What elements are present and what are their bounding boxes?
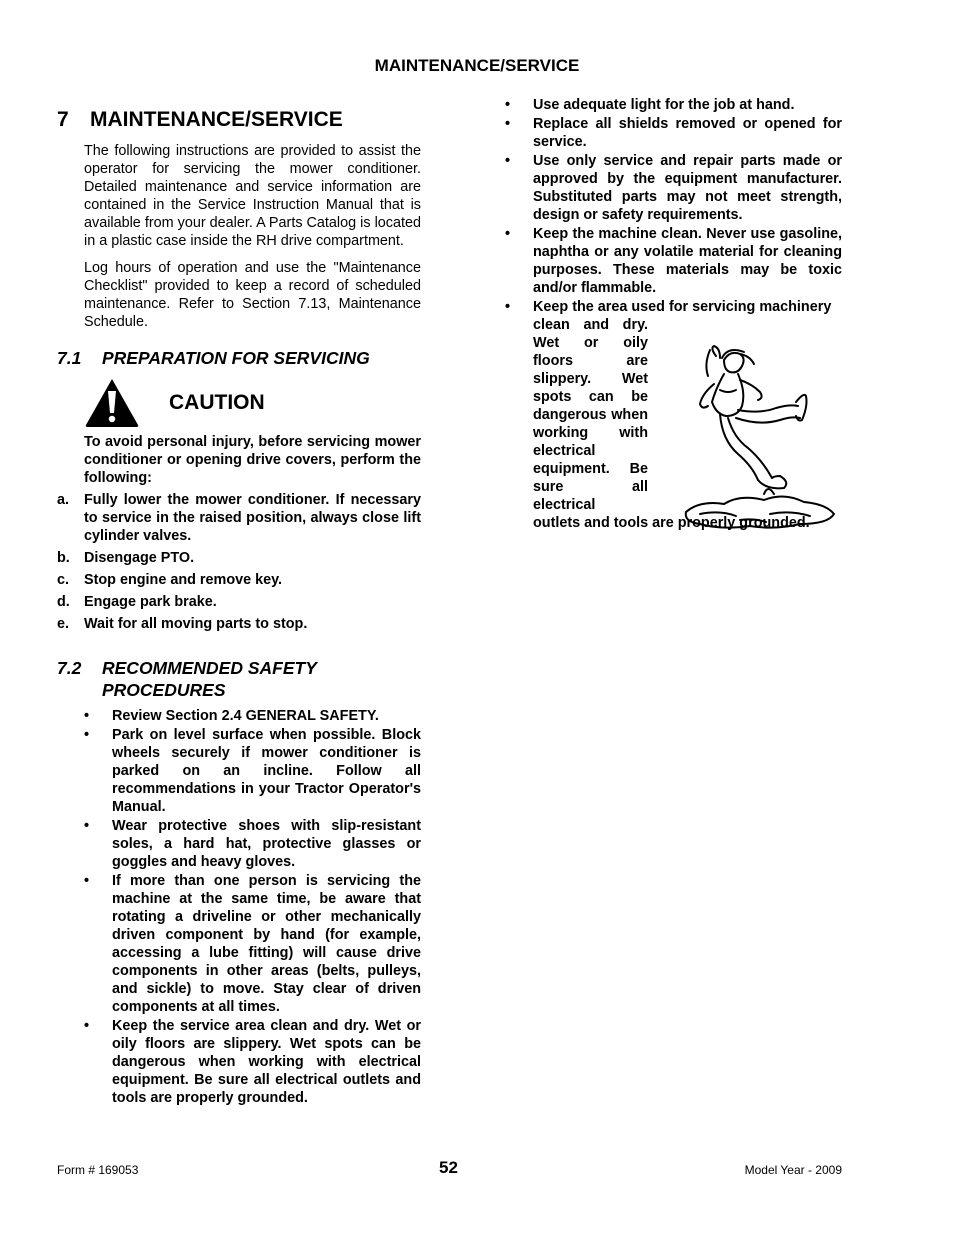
step-item [57, 491, 421, 545]
list-item-text: Keep the service area clean and dry. Wet or oily floors are slippery. Wet spots can be dangerous when working with electrical equipment. Be sure all electrical outlets and tools are properly grounded. [112, 1018, 421, 1106]
step-text: Engage park brake. [84, 594, 217, 610]
section-title: MAINTENANCE/SERVICE [90, 108, 343, 131]
list-item [84, 726, 421, 816]
list-item [505, 115, 842, 151]
step-text: Fully lower the mower conditioner. If necessary to service in the raised position, always close lift cylinder valves. [84, 492, 421, 544]
bullet-icon: • [84, 708, 90, 724]
step-item [57, 549, 421, 567]
section-title: RECOMMENDED SAFETY PROCEDURES [102, 658, 317, 700]
list-item-text: Replace all shields removed or opened for service. [533, 116, 842, 150]
step-label: e. [57, 616, 70, 632]
caution-label: CAUTION [169, 391, 265, 414]
list-item-line: Keep the area used for servicing machinery [533, 299, 832, 315]
section-7-heading [57, 108, 421, 132]
list-item [84, 817, 421, 871]
bullet-icon: • [505, 153, 511, 169]
page-number: 52 [439, 1158, 458, 1177]
step-text: Stop engine and remove key. [84, 572, 283, 588]
section-number: 7 [57, 108, 69, 131]
bullet-icon: • [505, 226, 511, 242]
bullet-icon: • [505, 116, 511, 132]
left-column [57, 108, 421, 1108]
caution-block [57, 377, 421, 429]
step-label: a. [57, 492, 70, 508]
step-text: Wait for all moving parts to stop. [84, 616, 308, 632]
bullet-icon: • [505, 97, 511, 113]
section-number: 7.1 [57, 348, 82, 368]
step-label: d. [57, 594, 70, 610]
list-item [505, 152, 842, 224]
list-item [84, 1017, 421, 1107]
list-item [505, 225, 842, 297]
bullet-icon: • [84, 818, 90, 834]
step-item [57, 615, 421, 633]
step-text: Disengage PTO. [84, 550, 195, 566]
bullet-icon: • [84, 1018, 90, 1034]
list-item-text: Use only service and repair parts made or approved by the equipment manufacturer. Substituted parts may not meet strength, design or safety requirements. [533, 153, 842, 223]
preparation-steps [57, 491, 421, 633]
list-item-text: Keep the machine clean. Never use gasoline, naphtha or any volatile material for cleaning purposes. These materials may be toxic and/or flammable. [533, 226, 842, 296]
list-item-end-text: outlets and tools are properly grounded. [533, 515, 810, 531]
slipping-man-illustration [680, 344, 840, 534]
list-item-text: Use adequate light for the job at hand. [533, 97, 795, 113]
safety-procedures-list [84, 707, 421, 1107]
list-item-text: Park on level surface when possible. Block wheels securely if mower conditioner is parked on an incline. Follow all recommendations in your Tractor Operator's Manual. [112, 727, 421, 815]
list-item-text: Wear protective shoes with slip-resistant soles, a hard hat, protective glasses or goggles and heavy gloves. [112, 818, 421, 870]
model-year: Model Year - 2009 [744, 1163, 842, 1177]
bullet-icon: • [84, 873, 90, 889]
section-title: PREPARATION FOR SERVICING [102, 348, 370, 368]
list-item [84, 707, 421, 725]
list-item [84, 872, 421, 1016]
list-item-text: If more than one person is servicing the machine at the same time, be aware that rotating a driveline or other mechanically driven component by hand (for example, accessing a lube fitting) will cause drive components in other areas (belts, pulleys, and sickle) to move. Stay clear of driven components at all times. [112, 873, 421, 1015]
list-item-wrap-text: clean and dry. Wet or oily floors are slippery. Wet spots can be dangerous when working with electrical equipment. Be sure all electrical [533, 317, 648, 513]
log-paragraph: Log hours of operation and use the "Maintenance Checklist" provided to keep a record of scheduled maintenance. Refer to Section 7.13, Maintenance Schedule. [84, 260, 421, 330]
form-number: Form # 169053 [57, 1163, 139, 1177]
page-header: MAINTENANCE/SERVICE [374, 56, 580, 75]
bullet-icon: • [84, 727, 90, 743]
list-item-text: Review Section 2.4 GENERAL SAFETY. [112, 708, 379, 724]
section-7-2-heading [57, 657, 421, 701]
warning-triangle-icon [84, 377, 140, 429]
step-item [57, 571, 421, 589]
bullet-icon: • [505, 299, 511, 315]
caution-text: To avoid personal injury, before servicing mower conditioner or opening drive covers, perform the following: [84, 434, 421, 486]
section-number: 7.2 [57, 658, 82, 678]
list-item [505, 96, 842, 114]
step-item [57, 593, 421, 611]
intro-paragraph: The following instructions are provided to assist the operator for servicing the mower conditioner. Detailed maintenance and service information are contained in the Service Instruction Manual that is available from your dealer. A Parts Catalog is located in a plastic case inside the RH drive compartment. [84, 143, 421, 249]
section-7-1-heading [57, 347, 421, 369]
step-label: b. [57, 550, 70, 566]
step-label: c. [57, 572, 70, 588]
